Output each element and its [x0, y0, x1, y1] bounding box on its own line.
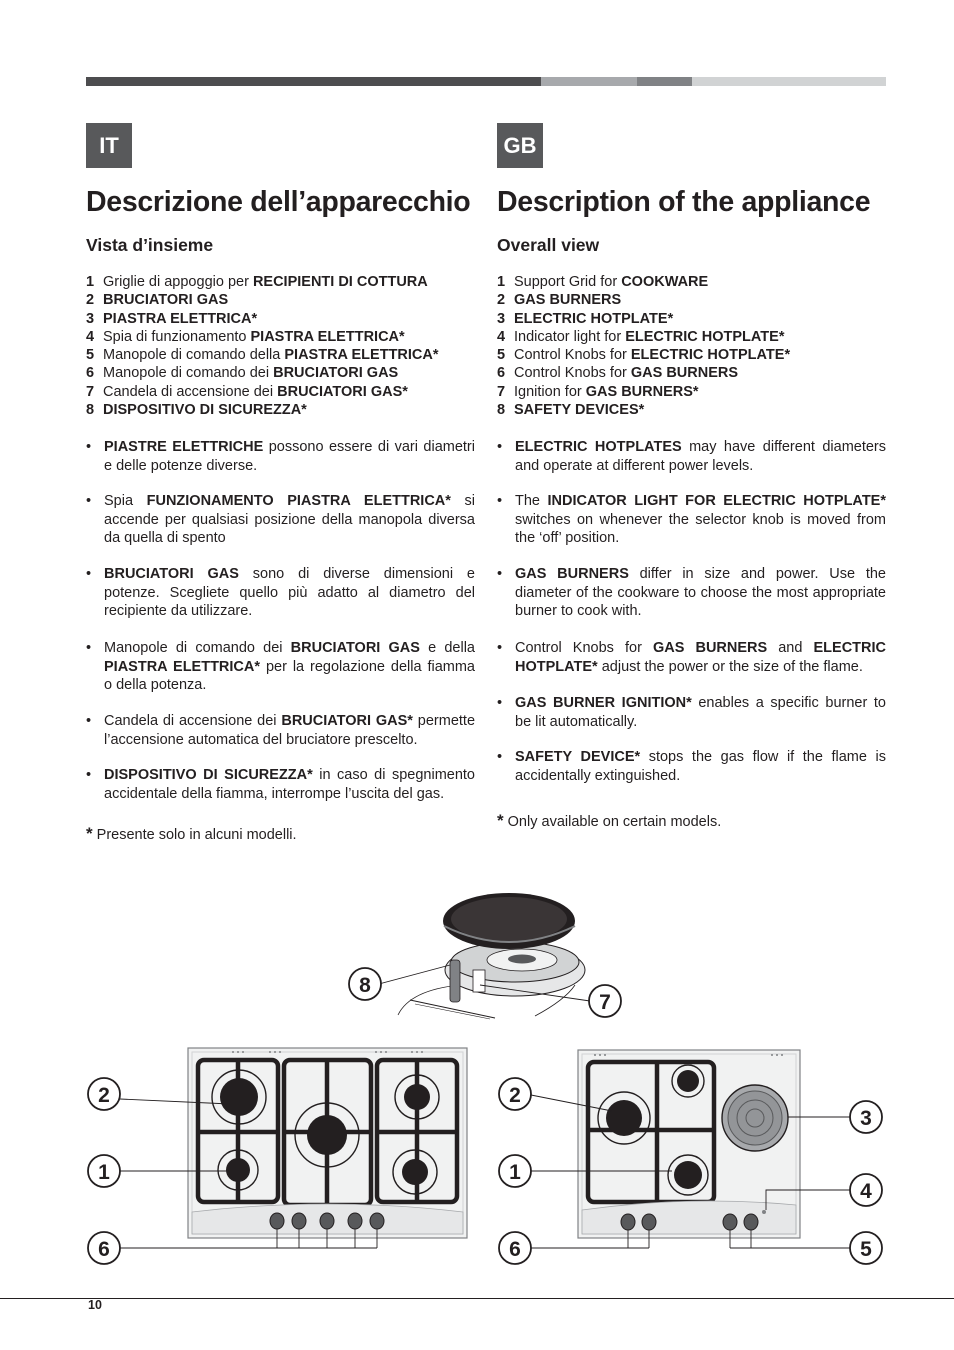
svg-text:2: 2 — [98, 1084, 110, 1107]
bullet-text: and — [767, 640, 814, 656]
bullet-bold-text: ELECTRIC HOTPLATES — [515, 439, 682, 455]
hob-gas-electric — [578, 1050, 800, 1238]
callout-right-1 — [499, 1155, 531, 1187]
callout-left-6 — [88, 1232, 120, 1264]
callout-right-5 — [850, 1232, 882, 1264]
callout-right-2 — [499, 1078, 531, 1110]
bullet-text: Candela di accensione dei — [104, 713, 282, 729]
svg-text:8: 8 — [359, 974, 371, 997]
part-bold-text: ELECTRIC HOTPLATE* — [625, 328, 785, 345]
bullet-bold-text: DISPOSITIVO DI SICUREZZA* — [104, 767, 313, 783]
footnote-text: Only available on certain models. — [507, 814, 722, 830]
hob-gas-5-burners — [188, 1048, 467, 1238]
part-bold-text: GAS BURNERS — [630, 365, 739, 382]
bullet-text: possono essere di vari diametri e delle potenze diverse. — [104, 439, 475, 474]
bullet-text: The — [515, 493, 548, 509]
part-number: 1 — [86, 274, 95, 290]
bullet-text: permette l’accensione automatica del bruciatore prescelto. — [104, 713, 476, 748]
part-number: 2 — [497, 292, 506, 309]
svg-text:5: 5 — [860, 1238, 872, 1261]
footnote-text: Presente solo in alcuni modelli. — [96, 827, 297, 843]
part-number: 3 — [497, 310, 506, 327]
part-bold-text: GAS BURNERS — [514, 292, 622, 309]
language-badge-it: IT — [86, 123, 132, 168]
bullet-bold-text: BRUCIATORI GAS — [104, 566, 239, 582]
part-text: Manopole di comando dei — [103, 365, 274, 382]
part-number: 8 — [497, 402, 506, 419]
bullet-text: Manopole di comando dei — [104, 640, 291, 656]
part-number: 4 — [497, 328, 506, 345]
part-text: Spia di funzionamento — [103, 328, 251, 345]
part-text: Candela di accensione dei — [103, 383, 278, 400]
part-bold-text: ELECTRIC HOTPLATE* — [630, 347, 791, 364]
subtitle-gb: Overall view — [497, 235, 600, 255]
bullet-bold-text: PIASTRE ELETTRICHE — [104, 439, 264, 455]
callout-left-1 — [88, 1155, 120, 1187]
svg-text:6: 6 — [98, 1238, 110, 1261]
part-bold-text: BRUCIATORI GAS — [103, 292, 229, 309]
part-bold-text: SAFETY DEVICES* — [514, 402, 645, 419]
subtitle-it: Vista d’insieme — [86, 235, 214, 255]
bullet-bold-text: INDICATOR LIGHT FOR ELECTRIC HOTPLATE* — [547, 493, 886, 509]
part-text: Ignition for — [514, 383, 586, 400]
svg-text:7: 7 — [599, 991, 611, 1014]
part-number: 4 — [86, 328, 95, 345]
part-bold-text: DISPOSITIVO DI SICUREZZA* — [103, 402, 307, 419]
part-text: Control Knobs for — [514, 365, 631, 382]
bullet-bold-text: GAS BURNER IGNITION* — [515, 695, 692, 711]
svg-text:6: 6 — [509, 1238, 521, 1261]
part-number: 8 — [86, 402, 95, 419]
svg-text:1: 1 — [98, 1161, 110, 1184]
part-text: Indicator light for — [514, 328, 626, 345]
footnote-mark: * — [497, 811, 504, 830]
bullet-text: si accende per qualsiasi posizione della manopola diversa da quella di spento — [104, 493, 476, 546]
bullet-text: Control Knobs for — [515, 640, 653, 656]
callout-7 — [589, 985, 621, 1017]
callout-right-4 — [850, 1174, 882, 1206]
part-number: 5 — [497, 347, 506, 364]
footnote-mark: * — [86, 824, 93, 843]
part-text: Manopole di comando della — [103, 347, 285, 364]
part-bold-text: RECIPIENTI DI COTTURA — [252, 274, 428, 290]
section-title-it: Descrizione dell’apparecchio — [86, 186, 471, 218]
svg-text:2: 2 — [509, 1084, 521, 1107]
part-number: 7 — [86, 383, 95, 400]
bullet-bold-text: GAS BURNERS — [515, 566, 629, 582]
bullet-text: in caso di spegnimento accidentale della fiamma, interrompe l’uscita del gas. — [104, 767, 475, 802]
svg-text:3: 3 — [860, 1107, 872, 1130]
part-bold-text: GAS BURNERS* — [585, 383, 699, 400]
part-bold-text: PIASTRA ELETTRICA* — [103, 310, 258, 327]
bullet-bold-text: BRUCIATORI GAS — [290, 640, 420, 656]
bullet-text: e della — [419, 640, 475, 656]
bullet-text: sono di diverse dimensioni e potenze. Scegliete quello più adatto al diametro del recipiente da utilizzare. — [104, 566, 475, 619]
bullet-text: enables a specific burner to be lit automatically. — [515, 695, 886, 730]
part-number: 2 — [86, 292, 95, 309]
part-text: Control Knobs for — [514, 347, 631, 364]
bullet-bold-text: BRUCIATORI GAS* — [281, 713, 413, 729]
bullet-text: adjust the power or the size of the flame. — [597, 658, 863, 675]
part-bold-text: PIASTRA ELETTRICA* — [250, 328, 405, 345]
bullet-bold-text: FUNZIONAMENTO PIASTRA ELETTRICA* — [146, 493, 451, 509]
bullet-bold-text: SAFETY DEVICE* — [515, 749, 641, 765]
part-number: 1 — [497, 274, 506, 290]
callout-right-3 — [850, 1101, 882, 1133]
bullet-bold-text: PIASTRA ELETTRICA* — [104, 658, 261, 675]
bullet-text: stops the gas flow if the flame is accidentally extinguished. — [515, 749, 886, 784]
bullet-text: differ in size and power. Use the diameter of the cookware to choose the most appropriate burner to cook with. — [515, 566, 886, 619]
part-number: 6 — [86, 365, 95, 382]
page-number: 10 — [88, 1298, 102, 1312]
svg-text:4: 4 — [860, 1180, 872, 1203]
part-number: 7 — [497, 383, 506, 400]
part-bold-text: PIASTRA ELETTRICA* — [284, 347, 439, 364]
bullet-text: may have different diameters and operate at different power levels. — [515, 439, 887, 474]
callout-8 — [349, 968, 381, 1000]
part-text: Support Grid for — [514, 274, 622, 290]
part-bold-text: COOKWARE — [621, 274, 709, 290]
callout-right-6 — [499, 1232, 531, 1264]
part-number: 3 — [86, 310, 95, 327]
bullet-text: per la regolazione della fiamma o della potenza. — [104, 658, 475, 693]
language-badge-gb: GB — [497, 123, 543, 168]
bullet-bold-text: GAS BURNERS — [652, 640, 768, 656]
footer-rule — [0, 1298, 954, 1299]
part-text: Griglie di appoggio per — [103, 274, 253, 290]
burner-detail-drawing — [398, 893, 585, 1019]
part-bold-text: BRUCIATORI GAS — [273, 365, 399, 382]
callout-left-2 — [88, 1078, 120, 1110]
bullet-text: Spia — [104, 493, 147, 509]
bullet-bold-text: ELECTRIC HOTPLATE* — [515, 640, 886, 675]
part-number: 5 — [86, 347, 95, 364]
part-bold-text: BRUCIATORI GAS* — [277, 383, 408, 400]
part-number: 6 — [497, 365, 506, 382]
svg-text:1: 1 — [509, 1161, 521, 1184]
section-title-gb: Description of the appliance — [497, 186, 871, 218]
bullet-text: switches on whenever the selector knob is moved from the ‘off’ position. — [515, 511, 886, 546]
part-bold-text: ELECTRIC HOTPLATE* — [514, 310, 674, 327]
